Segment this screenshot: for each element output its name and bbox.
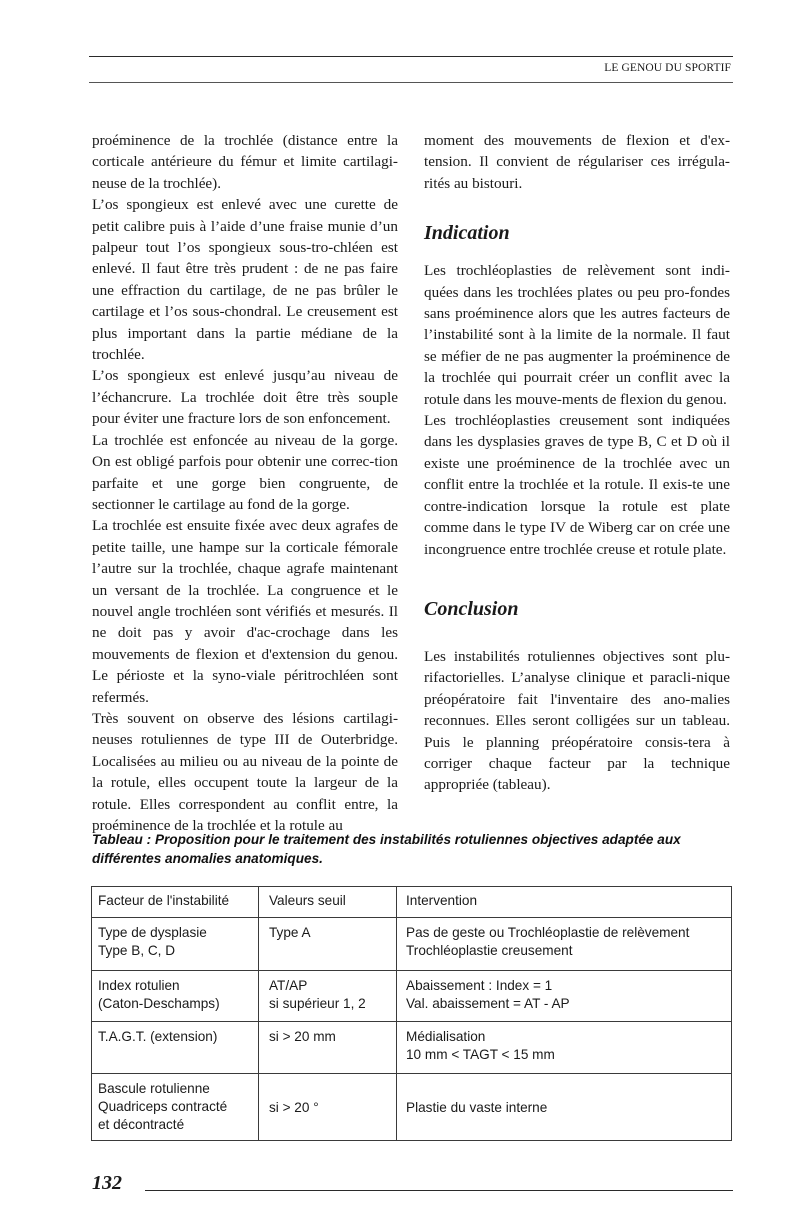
running-title: LE GENOU DU SPORTIF [604,62,731,74]
cell-line: Quadriceps contracté [98,1099,228,1114]
table-cell-threshold [259,1074,397,1141]
cell-line: Plastie du vaste interne [406,1100,548,1115]
body-paragraph: Très souvent on observe des lésions cartilagi-neuses rotuliennes de type III de Outerbridge. Localisées au milieu ou au niveau de la pointe de la rotule, elles occupent toute la largeur de la rotule. Elles correspondent au conflit entre, la proéminence de la trochlée et la rotule au [92,709,398,834]
table-row [92,971,732,1022]
cell-line: AT/AP [269,978,308,993]
right-column [424,130,730,796]
table-cell-factor [92,918,259,971]
column-header: Intervention [397,887,732,918]
cell-line: Type A [269,925,311,940]
table-cell-factor [92,1074,259,1141]
cell-line: Abaissement : Index = 1 [406,978,553,993]
cell-line: Val. abaissement = AT - AP [406,996,570,1011]
cell-line: et décontracté [98,1117,185,1132]
footer-rule [145,1190,733,1191]
cell-line: si > 20 ° [269,1100,319,1115]
table-row [92,1074,732,1141]
cell-line: Index rotulien [98,978,180,993]
cell-line: si supérieur 1, 2 [269,996,366,1011]
cell-line: Type de dysplasie [98,925,207,940]
cell-line: Trochléoplastie creusement [406,943,573,958]
left-column [92,130,398,836]
body-paragraph: Les trochléoplasties creusement sont indiquées dans les dysplasies graves de type B, C et D où il existe une proéminence de la trochlée avec un conflit entre la trochlée et la rotule. Il exis-te une contre-indication lorsque la rotule est plate comme dans le type IV de Wiberg car on crée une incongruence entre trochlée creuse et rotule plate. [424,412,730,558]
body-paragraph: Les trochléoplasties de relèvement sont indi-quées dans les trochlées plates ou peu pro-fondes sans proéminence alors que les autres facteurs de l’instabilité sont à la limite de la normale. Il faut se méfier de ne pas augmenter la proéminence de la trochlée qui pourrait créer un conflit avec la rotule dans les mouve-ments de flexion du genou. [424,262,730,408]
table-header-row [92,887,732,918]
section-title-conclusion: Conclusion [424,597,519,620]
table-cell-threshold [259,1022,397,1074]
cell-line: 10 mm < TAGT < 15 mm [406,1047,555,1062]
table-cell-intervention [397,971,732,1022]
header-bottom-rule [89,82,733,83]
section-title-indication: Indication [424,222,510,245]
table-cell-factor [92,1022,259,1074]
table-cell-intervention [397,1074,732,1141]
body-paragraph: moment des mouvements de flexion et d'ex-tension. Il convient de régulariser ces irrégula-rités au bistouri. [424,132,730,192]
header-top-rule [89,56,733,57]
table-cell-threshold [259,918,397,971]
body-paragraph: La trochlée est enfoncée au niveau de la gorge. On est obligé parfois pour obtenir une correc-tion parfaite et une gorge bien congruente, de sectionner le cartilage au fond de la gorge. [92,431,398,513]
page-number: 132 [92,1172,122,1194]
cell-line: si > 20 mm [269,1029,336,1044]
table-row [92,1022,732,1074]
table-cell-factor [92,971,259,1022]
body-paragraph: proéminence de la trochlée (distance entre la corticale antérieure du fémur et limite cartilagi-neuse de la trochlée). [92,132,398,192]
body-paragraph: L’os spongieux est enlevé avec une curette de petit calibre puis à l’aide d’une fraise munie d’un palpeur tout l’os spongieux sous-tro-chléen est enlevé. Il faut être très prudent : de ne pas faire une effraction du cartilage, de ne pas brûler le cartilage et l’os sous-chondral. Le creusement est plus important dans la partie médiane de la trochlée. [92,196,398,364]
column-header: Facteur de l'instabilité [92,887,259,918]
table-caption: Tableau : Proposition pour le traitement des instabilités rotuliennes objectives adaptée aux différentes anomalies anatomiques. [92,832,681,866]
cell-line: Pas de geste ou Trochléoplastie de relèvement [406,925,690,940]
treatment-table [91,886,732,1141]
cell-line: Bascule rotulienne [98,1081,210,1096]
cell-line: (Caton-Deschamps) [98,996,220,1011]
table-cell-intervention [397,918,732,971]
table-row [92,918,732,971]
cell-line: T.A.G.T. (extension) [98,1029,218,1044]
table-cell-intervention [397,1022,732,1074]
cell-line: Médialisation [406,1029,486,1044]
body-paragraph: L’os spongieux est enlevé jusqu’au niveau de l’échancrure. La trochlée doit être très souple pour éviter une fracture lors de son enfoncement. [92,367,398,428]
cell-line: Type B, C, D [98,943,176,958]
body-paragraph: La trochlée est ensuite fixée avec deux agrafes de petite taille, une hampe sur la corticale fémorale l’autre sur la trochlée, chaque agrafe maintenant un versant de la trochlée. La congruence et le nouvel angle trochléen sont vérifiés et mesurés. Il ne doit pas y avoir d'ac-crochage dans les mouvements de flexion et d'extension du genou. Le périoste et la syno-viale péritrochléen sont refermés. [92,517,398,706]
body-paragraph: Les instabilités rotuliennes objectives sont plu-rifactorielles. L’analyse clinique et paracli-nique préopératoire fait l'inventaire des ano-malies reconnues. Elles seront colligées sur un tableau. Puis le planning préopératoire consis-tera à corriger chaque facteur par la technique appropriée (tableau). [424,647,730,794]
table-cell-threshold [259,971,397,1022]
column-header: Valeurs seuil [259,887,397,918]
